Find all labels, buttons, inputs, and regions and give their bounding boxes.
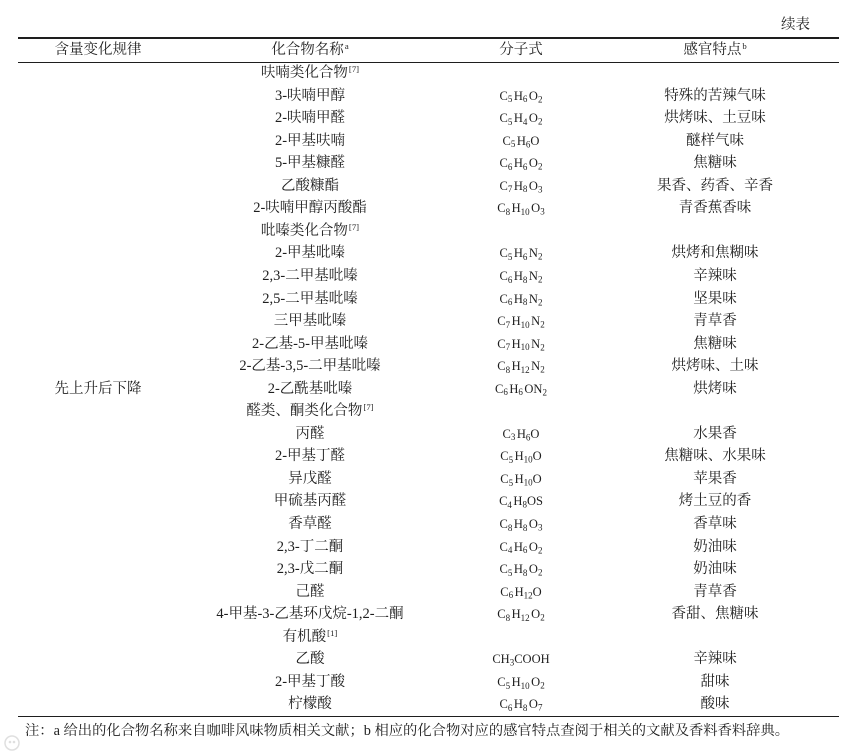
compound-name-cell: 3-呋喃甲醇 xyxy=(274,87,346,104)
category-row xyxy=(0,62,862,85)
compound-name-cell: 异戊醛 xyxy=(288,470,332,487)
compound-name-cell: 2,3-戊二酮 xyxy=(276,561,344,578)
table-header-row xyxy=(0,39,862,61)
table-row xyxy=(0,378,862,401)
table-row xyxy=(0,175,862,198)
table-row xyxy=(0,671,862,694)
citation-ref: [7] xyxy=(348,221,360,232)
header-trend: 含量变化规律 xyxy=(54,42,142,58)
sensory-cell: 果香、药香、辛香 xyxy=(657,177,773,194)
formula-cell: $CH_3COOH$ xyxy=(492,652,550,668)
formula-cell: $C_6$ $H_8$ $N_2$ xyxy=(499,291,543,308)
table-footnote: 注：a 给出的化合物名称来自咖啡风味物质相关文献；b 相应的化合物对应的感官特点查阅于相关的文献及香料香料辞典。 xyxy=(25,723,790,739)
header-compound-name xyxy=(180,39,440,61)
formula-cell: $C_5$ $H_6$ $N_2$ xyxy=(499,246,543,263)
formula-cell: $C_6$ $H_6$ $O_2$ xyxy=(499,156,543,172)
formula-cell: $C_6$ $H_8$ $N_2$ xyxy=(499,268,543,285)
table-row xyxy=(0,581,862,604)
compound-name-cell: 2-呋喃甲醛 xyxy=(274,110,346,127)
sensory-cell: 水果香 xyxy=(693,425,737,442)
formula-cell: $C_4$ $H_8OS$ xyxy=(499,494,543,511)
citation-ref: [7] xyxy=(348,63,360,74)
table-row xyxy=(0,490,862,513)
sensory-cell: 青草香 xyxy=(693,583,737,600)
sensory-cell: 辛辣味 xyxy=(693,651,737,668)
category-row xyxy=(0,400,862,423)
formula-cell: $C_6$ $H_8$ $O_7$ xyxy=(499,697,543,714)
compound-name-cell: 2-呋喃甲醇丙酸酯 xyxy=(253,200,367,217)
compound-name-cell: 三甲基吡嗪 xyxy=(273,313,347,330)
formula-cell: $C_5$ $H_6$ $O_2$ xyxy=(499,88,543,105)
compound-name-cell: 2-甲基呋喃 xyxy=(274,132,346,149)
table-row xyxy=(0,536,862,559)
sensory-cell: 焦糖味 xyxy=(693,155,737,172)
table-row xyxy=(0,445,862,468)
sensory-cell: 辛辣味 xyxy=(693,267,737,284)
category-row xyxy=(0,626,862,649)
formula-cell: $C_5$ $H_{10}O$ xyxy=(500,471,542,488)
formula-cell: $C_7$ $H_{10}$ $N_2$ xyxy=(497,314,545,330)
table-row xyxy=(0,265,862,288)
compound-name-cell: 2,3-丁二酮 xyxy=(276,538,344,555)
sensory-cell: 烘烤味、土味 xyxy=(671,358,759,375)
compound-name-cell: 柠檬酸 xyxy=(288,696,332,713)
table-row xyxy=(0,130,862,153)
category-name: 有机酸 xyxy=(282,628,327,645)
formula-cell: $C_8$ $H_8$ $O_3$ xyxy=(499,517,543,533)
compound-name-cell: 2-甲基丁醛 xyxy=(274,448,346,465)
compound-name-cell: 5-甲基糠醛 xyxy=(274,155,346,172)
formula-cell: $C_5$ $H_4$ $O_2$ xyxy=(499,111,543,127)
table-row xyxy=(0,242,862,265)
compound-name-cell: 丙醛 xyxy=(295,425,325,442)
watermark-logo-icon xyxy=(4,735,20,751)
table-row xyxy=(0,197,862,220)
sensory-cell: 烘烤和焦糊味 xyxy=(671,245,759,262)
table-row xyxy=(0,288,862,311)
formula-cell: $C_5$ $H_{10}$ $O_2$ xyxy=(497,674,545,691)
sensory-cell: 烘烤味 xyxy=(693,380,737,397)
table-row xyxy=(0,310,862,333)
formula-cell: $C_5$ $H_6O$ xyxy=(502,133,540,150)
header-compound-note: a xyxy=(344,40,349,51)
formula-cell: $C_4$ $H_6$ $O_2$ xyxy=(499,539,543,556)
compound-name-cell: 己醛 xyxy=(295,583,325,600)
table-row xyxy=(0,423,862,446)
sensory-cell: 甜味 xyxy=(700,673,730,690)
sensory-cell: 香草味 xyxy=(693,516,737,532)
table-row xyxy=(0,693,862,716)
compound-name-cell: 乙酸糠酯 xyxy=(281,177,339,194)
table-row xyxy=(0,85,862,108)
citation-ref: [1] xyxy=(327,627,338,638)
sensory-cell: 烘烤味、土豆味 xyxy=(664,110,766,127)
table-body xyxy=(0,62,862,716)
formula-cell: $C_8$ $H_{12}$ $O_2$ xyxy=(497,607,545,623)
table-row xyxy=(0,513,862,536)
compound-name-cell: 2-乙基-5-甲基吡嗪 xyxy=(252,335,368,352)
sensory-cell: 香甜、焦糖味 xyxy=(671,606,759,623)
sensory-cell: 奶油味 xyxy=(693,561,737,578)
table-row xyxy=(0,333,862,356)
sensory-cell: 奶油味 xyxy=(693,538,737,555)
table-row xyxy=(0,107,862,130)
sensory-cell: 酸味 xyxy=(700,696,730,713)
sensory-cell: 坚果味 xyxy=(693,290,737,307)
header-compound-label: 化合物名称 xyxy=(271,42,344,58)
sensory-cell: 焦糖味、水果味 xyxy=(664,448,766,465)
category-name: 吡嗪类化合物 xyxy=(260,222,348,239)
sensory-cell: 烤土豆的香 xyxy=(678,493,752,510)
compound-name-cell: 香草醛 xyxy=(288,516,332,532)
category-name: 醛类、酮类化合物 xyxy=(246,403,363,420)
header-sensory-label: 感官特点 xyxy=(683,42,742,58)
formula-cell: $C_6$ $H_{12}O$ xyxy=(500,584,542,601)
sensory-cell: 醚样气味 xyxy=(686,132,744,149)
compound-name-cell: 2-乙基-3,5-二甲基吡嗪 xyxy=(239,358,381,375)
formula-cell: $C_7$ $H_{10}$ $N_2$ xyxy=(497,336,545,353)
category-cell xyxy=(180,220,440,243)
header-sensory xyxy=(625,39,805,61)
citation-ref: [7] xyxy=(363,402,374,413)
table-row xyxy=(0,648,862,671)
sensory-cell: 特殊的苦辣气味 xyxy=(664,87,766,104)
formula-cell: $C_7$ $H_8$ $O_3$ xyxy=(499,178,543,195)
sensory-cell: 苹果香 xyxy=(693,470,737,487)
formula-cell: $C_5$ $H_8$ $O_2$ xyxy=(499,562,543,578)
sensory-cell: 青香蕉香味 xyxy=(678,200,752,217)
compound-name-cell: 2,5-二甲基吡嗪 xyxy=(262,290,358,307)
formula-cell: $C_6$ $H_6$ $ON_2$ xyxy=(495,381,547,398)
compound-name-cell: 4-甲基-3-乙基环戊烷-1,2-二酮 xyxy=(216,606,404,623)
category-name: 呋喃类化合物 xyxy=(260,65,348,81)
table-bottom-rule xyxy=(18,716,839,718)
table-row xyxy=(0,468,862,491)
trend-cell: 先上升后下降 xyxy=(54,380,142,397)
table-row xyxy=(0,355,862,378)
sensory-cell: 青草香 xyxy=(693,313,737,330)
formula-cell: $C_8$ $H_{10}$ $O_3$ xyxy=(497,201,545,217)
category-cell xyxy=(180,626,440,649)
compound-name-cell: 2,3-二甲基吡嗪 xyxy=(262,267,358,284)
compound-name-cell: 2-甲基丁酸 xyxy=(274,673,346,690)
table-row xyxy=(0,558,862,581)
header-formula: 分子式 xyxy=(499,42,543,58)
category-cell xyxy=(180,62,440,85)
compound-name-cell: 2-甲基吡嗪 xyxy=(274,245,346,262)
formula-cell: $C_3$ $H_6O$ xyxy=(502,426,540,443)
formula-cell: $C_5$ $H_{10}O$ xyxy=(500,449,542,466)
formula-cell: $C_8$ $H_{12}$ $N_2$ xyxy=(497,359,545,375)
category-cell xyxy=(180,400,440,423)
compound-name-cell: 2-乙酰基吡嗪 xyxy=(267,380,353,397)
compound-name-cell: 乙酸 xyxy=(295,651,325,668)
category-row xyxy=(0,220,862,243)
continued-table-label: 续表 xyxy=(781,17,810,33)
compound-name-cell: 甲硫基丙醛 xyxy=(273,493,347,510)
table-row xyxy=(0,603,862,626)
sensory-cell: 焦糖味 xyxy=(693,335,737,352)
table-row xyxy=(0,152,862,175)
header-sensory-note: b xyxy=(742,40,747,51)
